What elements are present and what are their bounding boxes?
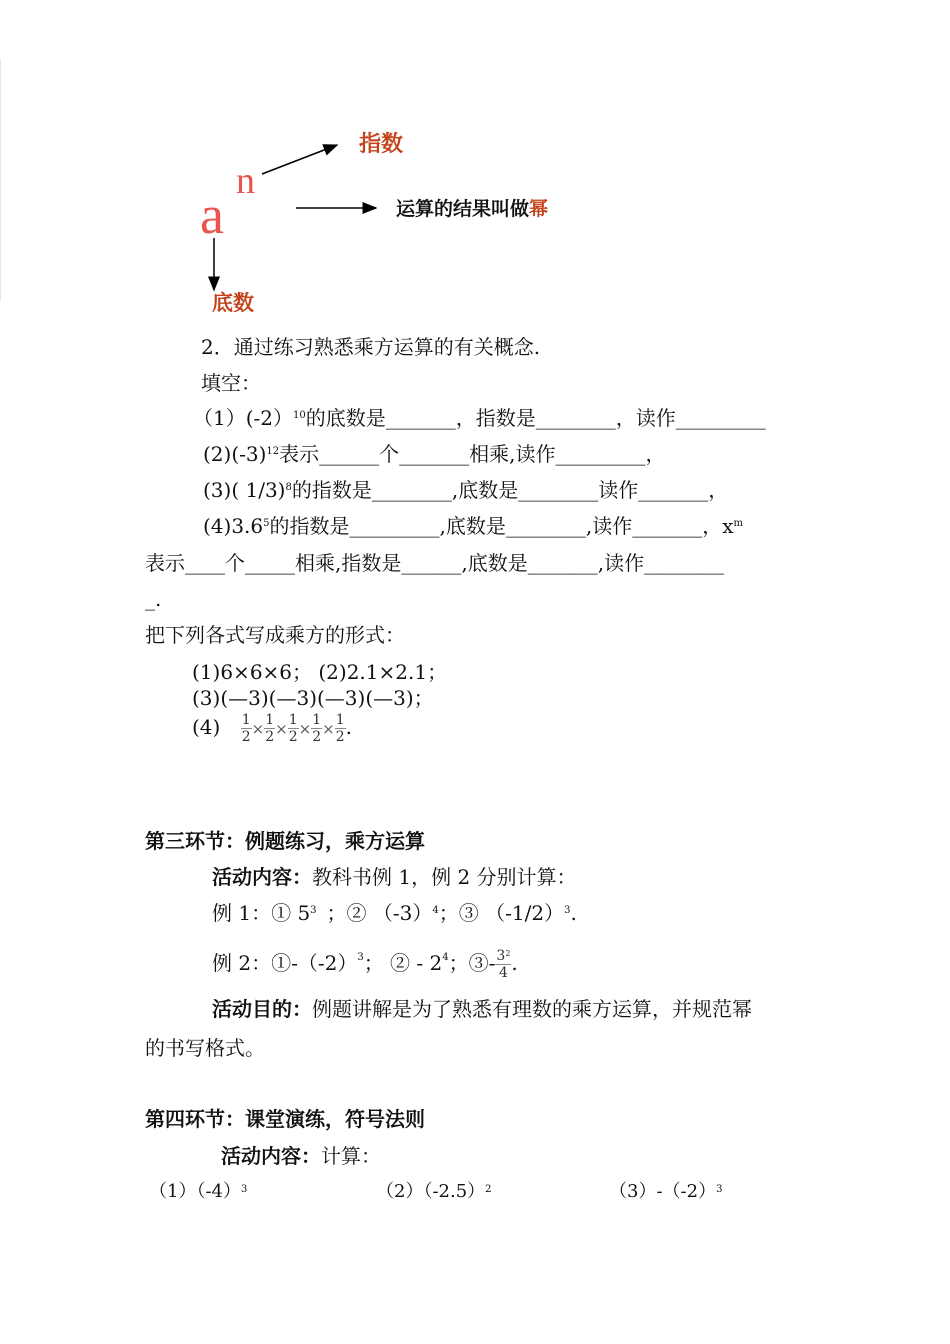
w4-frac-4 <box>311 712 322 745</box>
section3-heading: 第三环节：例题练习，乘方运算 <box>145 829 425 853</box>
q4-exp: 5 <box>263 518 270 529</box>
fill-q4-line3: _. <box>145 587 162 611</box>
w4-times-2: × <box>275 720 288 738</box>
example-1 <box>212 901 577 925</box>
q1-text: 的底数是_______，指数是________，读作_________ <box>305 406 766 430</box>
ex2-a-exp: 3 <box>357 952 364 963</box>
fill-q1 <box>193 406 766 430</box>
w4-times-4: × <box>322 720 335 738</box>
ex2-frac-den: 4 <box>498 965 508 981</box>
fill-q3 <box>203 478 728 502</box>
section3-goal-line2: 的书写格式。 <box>145 1036 265 1060</box>
ex2-b-exp: 4 <box>442 952 449 963</box>
arrow-to-exponent <box>262 145 337 174</box>
w4-frac-5-num: 1 <box>335 712 345 728</box>
w4-frac-1-num: 1 <box>241 712 251 728</box>
label-exponent: 指数 <box>359 131 404 157</box>
w4-frac-2 <box>264 712 275 745</box>
write-1-2: (1)6×6×6； (2)2.1×2.1； <box>192 660 448 684</box>
p2-text: （2）（-2.5） <box>376 1181 486 1202</box>
base-letter: a <box>200 185 224 245</box>
section3-content-label: 活动内容： <box>212 865 312 889</box>
q4-text: 的指数是_________,底数是________,读作_______，x <box>269 514 734 538</box>
w4-times-1: × <box>251 720 265 738</box>
section4-content <box>221 1144 381 1168</box>
ex2-c: ；③- <box>448 951 496 975</box>
practice-2 <box>376 1180 492 1204</box>
ex1-end: . <box>570 901 577 925</box>
ex2-frac-num-exp: 2 <box>505 949 511 958</box>
q1-prefix: （1）(-2） <box>193 406 294 430</box>
label-base: 底数 <box>212 290 254 315</box>
p2-exp: 2 <box>485 1184 492 1195</box>
q4-prefix: (4)3.6 <box>203 514 264 538</box>
ex1-a: 例 1：① 5 <box>212 901 311 925</box>
q3-exp: 8 <box>285 482 292 493</box>
q2-exp: 12 <box>266 446 280 457</box>
practice-1 <box>149 1180 247 1204</box>
w4-frac-5 <box>335 712 346 745</box>
w4-frac-1-den: 2 <box>241 729 251 745</box>
ex2-frac-num-base: 3 <box>496 948 506 964</box>
q2-prefix: (2)(-3) <box>203 442 267 466</box>
q3-prefix: (3)( 1/3) <box>203 478 286 502</box>
w4-times-3: × <box>298 720 312 738</box>
w4-frac-3-den: 2 <box>288 729 298 745</box>
ex1-c: ；③ （-1/2） <box>438 901 565 925</box>
w4-frac-3-num: 1 <box>288 712 298 728</box>
w4-end: . <box>345 715 352 739</box>
w4-frac-2-num: 1 <box>265 712 275 728</box>
q1-exp: 10 <box>293 410 306 421</box>
section3-goal-label: 活动目的： <box>212 997 312 1021</box>
ex1-b: ；② （-3） <box>326 901 433 925</box>
section2-intro: 2．通过练习熟悉乘方运算的有关概念. <box>201 335 541 359</box>
example-2 <box>212 948 518 981</box>
write-4 <box>192 712 352 745</box>
ex2-frac-num <box>495 948 511 965</box>
w4-frac-4-den: 2 <box>312 729 322 745</box>
practice-3 <box>609 1180 722 1204</box>
w4-label: (4) <box>192 715 221 739</box>
power-diagram-arrows <box>0 0 950 330</box>
p1-text: （1）（-4） <box>149 1181 241 1202</box>
q4-tail-exp: m <box>733 518 743 529</box>
write-title: 把下列各式写成乘方的形式： <box>145 623 405 647</box>
w4-frac-5-den: 2 <box>335 729 345 745</box>
w4-frac-4-num: 1 <box>312 712 322 728</box>
section3-goal <box>212 997 752 1021</box>
section4-content-label: 活动内容： <box>221 1144 321 1168</box>
section3-goal-text: 例题讲解是为了熟悉有理数的乘方运算，并规范幂 <box>312 997 752 1021</box>
w4-frac-1 <box>241 712 252 745</box>
w4-frac-2-den: 2 <box>265 729 275 745</box>
label-result <box>396 197 548 221</box>
ex2-b: ； ② - 2 <box>363 951 443 975</box>
write-3: (3)(—3)(—3)(—3)(—3)； <box>192 686 434 710</box>
ex1-c-exp: 3 <box>564 905 571 916</box>
section4-heading: 第四环节：课堂演练，符号法则 <box>145 1107 425 1131</box>
label-result-power: 幂 <box>529 198 549 220</box>
w4-frac-3 <box>288 712 299 745</box>
section3-content-text: 教科书例 1，例 2 分别计算： <box>312 865 577 889</box>
ex2-a: 例 2：①-（-2） <box>212 951 358 975</box>
fill-q2 <box>203 442 666 466</box>
label-result-text: 运算的结果叫做 <box>396 198 530 220</box>
q3-text: 的指数是________,底数是________读作_______， <box>291 478 729 502</box>
fill-title: 填空： <box>201 371 261 395</box>
ex2-frac <box>495 948 511 981</box>
ex1-b-exp: 4 <box>432 905 439 916</box>
ex2-end: . <box>511 951 518 975</box>
p3-exp: 3 <box>716 1184 723 1195</box>
ex1-a-exp: 3 <box>310 905 317 916</box>
section3-content <box>212 865 577 889</box>
section4-content-text: 计算： <box>321 1144 381 1168</box>
fill-q4 <box>203 514 743 538</box>
p1-exp: 3 <box>241 1184 248 1195</box>
q2-text: 表示______个_______相乘,读作_________， <box>279 442 666 466</box>
p3-text: （3）-（-2） <box>609 1181 717 1202</box>
exponent-letter: n <box>236 160 255 202</box>
fill-q4-line2: 表示____个_____相乘,指数是______,底数是_______,读作________ <box>145 551 725 575</box>
